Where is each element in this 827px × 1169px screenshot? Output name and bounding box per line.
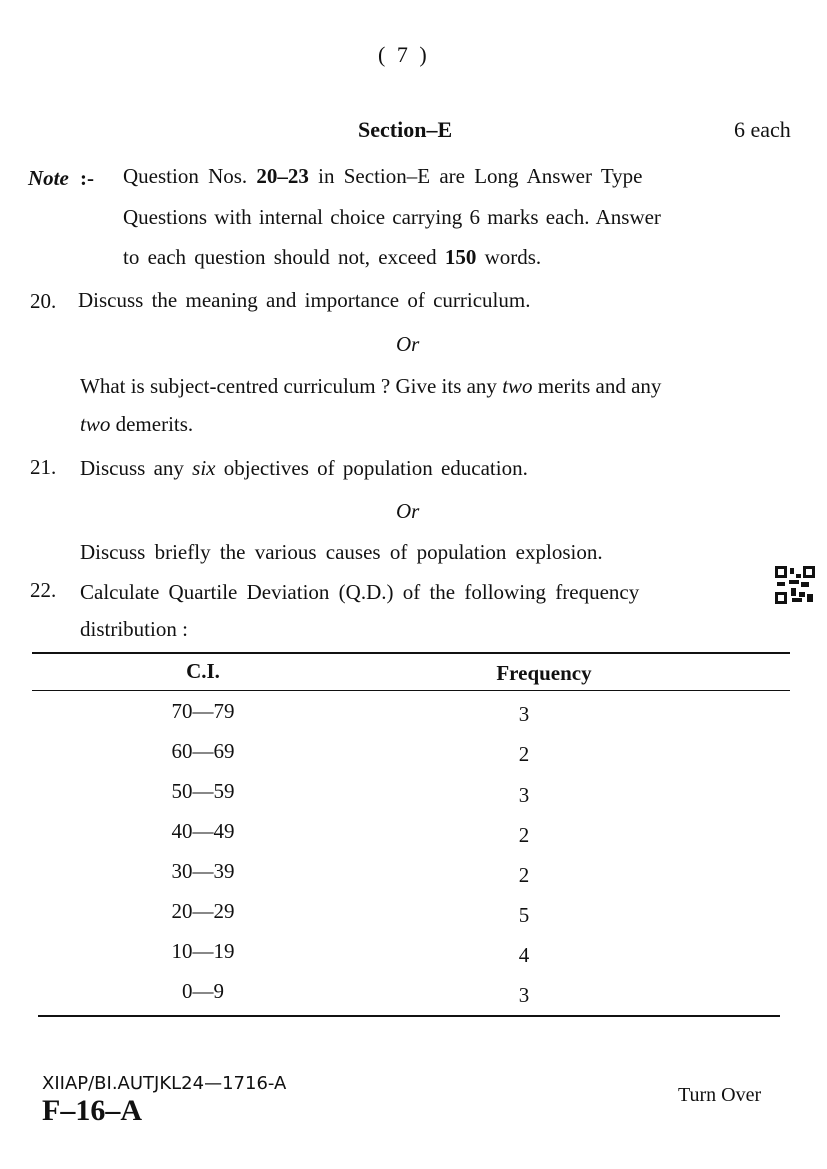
note-line-3-post: words. bbox=[484, 245, 542, 269]
table-cell-frequency: 3 bbox=[518, 702, 530, 726]
question-21-post: objectives of population education. bbox=[223, 456, 528, 480]
note-line-2: Questions with internal choice carrying 6 marks each. Answer bbox=[123, 205, 661, 229]
note-line-1 bbox=[123, 164, 643, 189]
question-20-alt-post: merits and any bbox=[537, 374, 662, 398]
question-20-alt-line-2-post: demerits. bbox=[115, 412, 194, 436]
table-cell-frequency: 3 bbox=[518, 983, 530, 1007]
footer-paper-code: XIIAP/BI.AUTJKL24—1716-A bbox=[42, 1073, 287, 1094]
footer-turn-over: Turn Over bbox=[678, 1084, 762, 1106]
table-cell-frequency: 4 bbox=[518, 943, 530, 967]
table-cell-ci: 10—19 bbox=[171, 939, 235, 963]
note-separator: :- bbox=[80, 166, 94, 190]
table-cell-frequency: 2 bbox=[518, 823, 530, 847]
section-title: Section–E bbox=[358, 117, 453, 142]
question-20-alternative-line-2 bbox=[80, 412, 193, 437]
page-number: ( 7 ) bbox=[378, 42, 430, 67]
question-22-line-1: Calculate Quartile Deviation (Q.D.) of the following frequency bbox=[80, 580, 640, 604]
question-21-text bbox=[80, 456, 528, 481]
table-top-rule bbox=[32, 652, 790, 654]
table-cell-ci: 40—49 bbox=[171, 819, 235, 843]
question-21-number: 21. bbox=[30, 455, 57, 479]
table-cell-ci: 20—29 bbox=[171, 899, 235, 923]
question-21-em: six bbox=[192, 456, 216, 480]
question-20-text: Discuss the meaning and importance of curriculum. bbox=[78, 288, 531, 312]
question-22-number: 22. bbox=[30, 578, 57, 602]
note-line-3-pre: to each question should not, exceed bbox=[123, 245, 437, 269]
table-cell-ci: 60—69 bbox=[171, 739, 235, 763]
question-21-pre: Discuss any bbox=[80, 456, 184, 480]
note-word-limit: 150 bbox=[444, 245, 477, 269]
question-21-or: Or bbox=[396, 499, 420, 523]
table-bottom-rule bbox=[38, 1015, 780, 1017]
question-22-line-2: distribution : bbox=[80, 617, 188, 641]
note-question-range: 20–23 bbox=[256, 164, 309, 188]
question-20-or: Or bbox=[396, 332, 420, 356]
table-cell-frequency: 3 bbox=[518, 783, 530, 807]
table-cell-ci: 0—9 bbox=[182, 979, 224, 1003]
table-cell-ci: 50—59 bbox=[171, 779, 235, 803]
table-cell-frequency: 2 bbox=[518, 742, 530, 766]
question-20-alternative-line-1 bbox=[80, 374, 661, 399]
question-20-number: 20. bbox=[30, 289, 57, 313]
table-header-rule bbox=[32, 690, 790, 691]
table-cell-ci: 30—39 bbox=[171, 859, 235, 883]
note-line-3 bbox=[123, 245, 541, 270]
note-label: Note bbox=[28, 166, 69, 190]
table-cell-frequency: 5 bbox=[518, 903, 530, 927]
table-header-frequency: Frequency bbox=[496, 661, 592, 685]
note-line-1-pre: Question Nos. bbox=[123, 164, 248, 188]
footer-paper-id: F–16–A bbox=[42, 1094, 142, 1127]
question-21-alternative: Discuss briefly the various causes of population explosion. bbox=[80, 540, 603, 564]
table-header-ci: C.I. bbox=[186, 659, 220, 683]
question-20-alt-line-2-em: two bbox=[80, 412, 111, 436]
question-20-alt-em: two bbox=[502, 374, 533, 398]
note-line-1-post: in Section–E are Long Answer Type bbox=[318, 164, 643, 188]
table-cell-ci: 70—79 bbox=[171, 699, 235, 723]
table-cell-frequency: 2 bbox=[518, 863, 530, 887]
qr-code-icon bbox=[775, 566, 815, 604]
section-marks: 6 each bbox=[734, 117, 791, 142]
question-20-alt-pre: What is subject-centred curriculum ? Give its any bbox=[80, 374, 497, 398]
